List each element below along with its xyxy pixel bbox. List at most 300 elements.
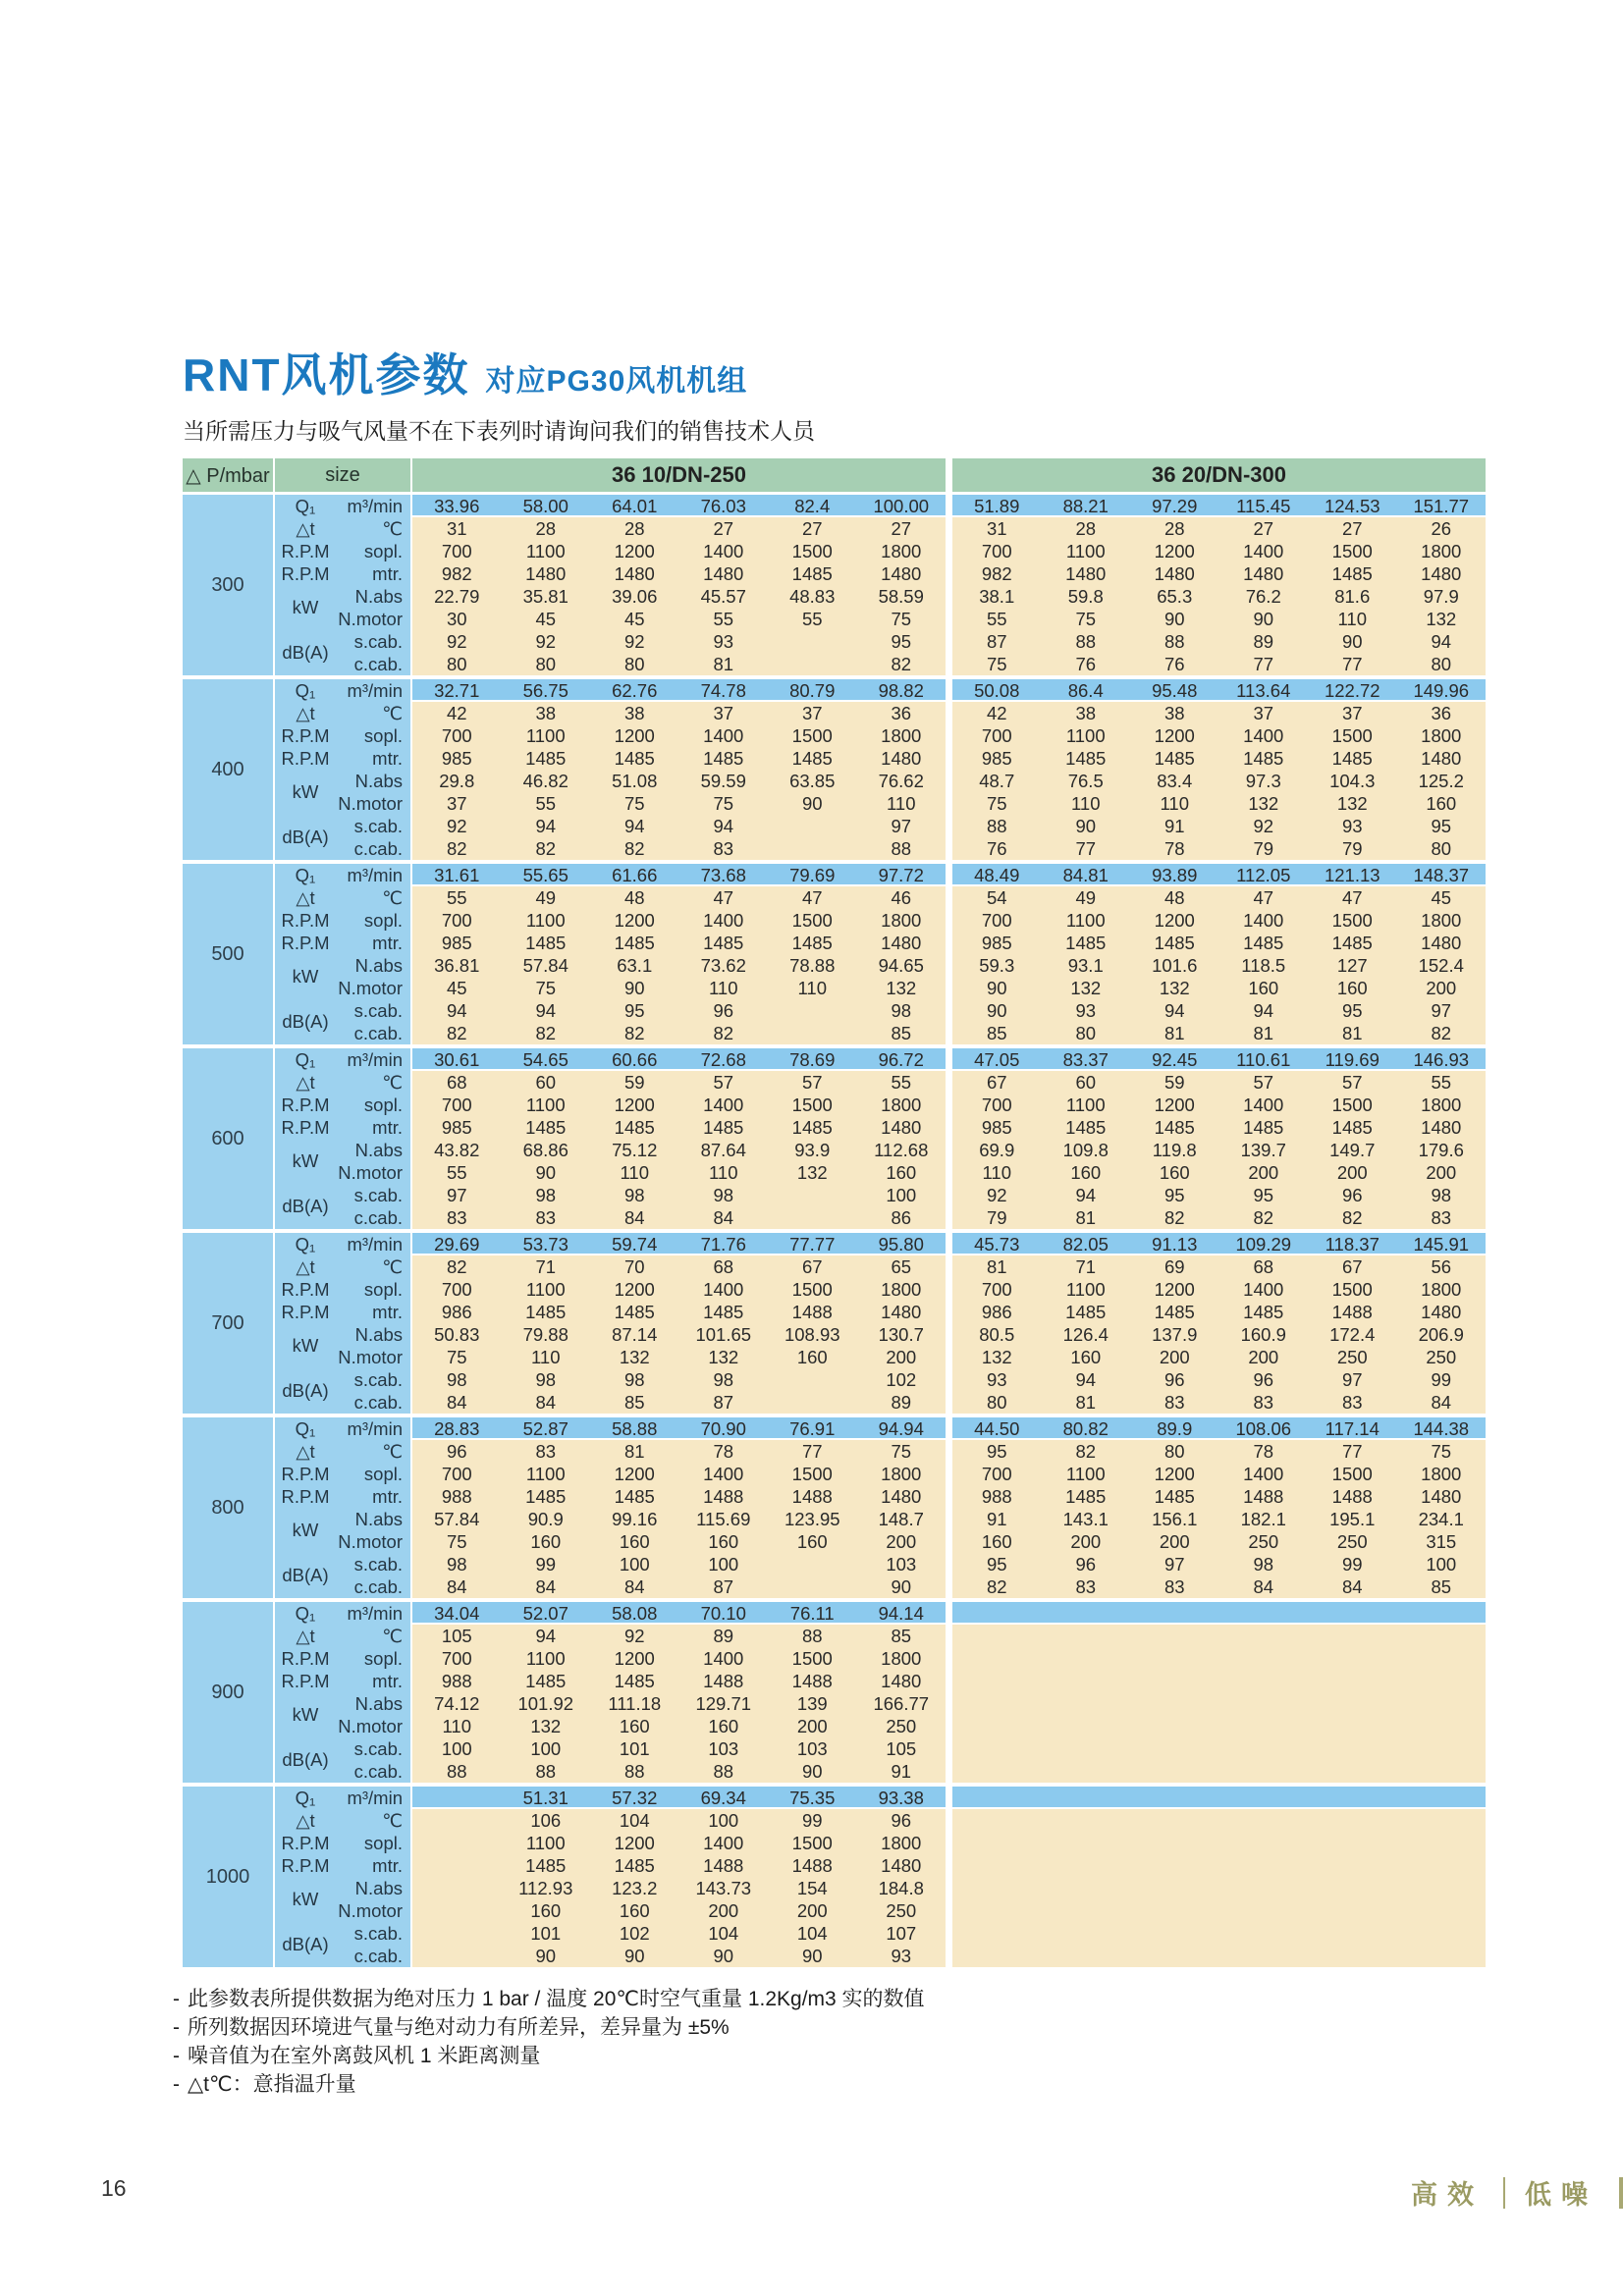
data-cell: 85 <box>857 1625 947 1647</box>
data-cell: 75 <box>1397 1440 1487 1463</box>
data-cell: 110.61 <box>1219 1048 1309 1071</box>
data-cell: 1480 <box>857 747 947 770</box>
data-cell: 115.69 <box>679 1508 769 1530</box>
data-cell: 94 <box>502 999 591 1022</box>
data-cell: 1500 <box>768 909 857 932</box>
data-cell: 166.77 <box>857 1692 947 1715</box>
data-cell: 1200 <box>590 1278 679 1301</box>
data-cell: 55 <box>768 608 857 630</box>
data-cell: 1100 <box>502 724 591 747</box>
data-cell: 156.1 <box>1130 1508 1219 1530</box>
data-cell: 250 <box>857 1715 947 1737</box>
data-cell <box>1219 1922 1309 1945</box>
data-cell: 90 <box>768 792 857 815</box>
data-cell: 118.37 <box>1308 1233 1397 1255</box>
data-cell: 83 <box>1308 1391 1397 1414</box>
data-cell <box>412 1787 502 1809</box>
data-cell: 1200 <box>590 540 679 562</box>
data-cell: 93 <box>679 630 769 653</box>
data-cell: 30.61 <box>412 1048 502 1071</box>
data-cell: 1485 <box>1219 1116 1309 1139</box>
data-cell: 1485 <box>1042 747 1131 770</box>
data-cell: 95 <box>1308 999 1397 1022</box>
data-cell: 1485 <box>502 932 591 954</box>
data-cell: 49 <box>502 886 591 909</box>
data-cell: 92.45 <box>1130 1048 1219 1071</box>
data-cell: 250 <box>1219 1530 1309 1553</box>
row-unit-label: sopl. <box>363 1094 403 1115</box>
data-cell: 82 <box>502 1022 591 1044</box>
row-category-label: △t <box>296 517 315 539</box>
data-cell: 64.01 <box>590 495 679 517</box>
data-cell: 108.93 <box>768 1323 857 1346</box>
data-cell: 62.76 <box>590 679 679 702</box>
data-cell: 1488 <box>1219 1485 1309 1508</box>
data-cell: 80.5 <box>952 1323 1042 1346</box>
data-cell: 1485 <box>679 932 769 954</box>
data-cell: 100.00 <box>857 495 947 517</box>
data-cell: 1488 <box>1308 1485 1397 1508</box>
data-cell: 104.3 <box>1308 770 1397 792</box>
data-cell: 79.69 <box>768 864 857 886</box>
data-cell: 985 <box>412 932 502 954</box>
footer-slogan <box>1411 2173 1623 2212</box>
data-cell: 51.08 <box>590 770 679 792</box>
data-cell: 48.49 <box>952 864 1042 886</box>
data-cell: 83.37 <box>1042 1048 1131 1071</box>
data-cell: 1800 <box>857 1463 947 1485</box>
data-cell: 1485 <box>1219 747 1309 770</box>
data-cell <box>1219 1945 1309 1967</box>
data-cell: 47.05 <box>952 1048 1042 1071</box>
data-cell: 90 <box>768 1760 857 1783</box>
data-cell <box>952 1945 1042 1967</box>
data-cell: 85 <box>952 1022 1042 1044</box>
data-cell: 988 <box>412 1485 502 1508</box>
data-cell <box>1397 1809 1487 1832</box>
data-cell: 1485 <box>1219 1301 1309 1323</box>
data-cell: 1400 <box>1219 1463 1309 1485</box>
data-cell <box>1219 1625 1309 1647</box>
data-cell: 132 <box>590 1346 679 1368</box>
data-cell: 148.7 <box>857 1508 947 1530</box>
data-cell: 81 <box>1219 1022 1309 1044</box>
data-cell: 1100 <box>502 1278 591 1301</box>
data-cell: 69.34 <box>679 1787 769 1809</box>
spec-table <box>183 458 1489 1971</box>
data-cell: 1800 <box>1397 1094 1487 1116</box>
data-cell: 82 <box>412 1022 502 1044</box>
data-cell: 76.03 <box>679 495 769 517</box>
data-cell: 88 <box>857 837 947 860</box>
data-cell: 1485 <box>590 1854 679 1877</box>
data-cell: 80 <box>1042 1022 1131 1044</box>
data-cell: 98 <box>590 1368 679 1391</box>
data-cell <box>1042 1647 1131 1670</box>
row-unit-label: m³/min <box>347 864 403 885</box>
data-cell: 1400 <box>679 1463 769 1485</box>
data-cell: 83 <box>1219 1391 1309 1414</box>
pressure-block <box>183 1602 1489 1783</box>
data-cell: 80 <box>952 1391 1042 1414</box>
data-cell: 84 <box>590 1575 679 1598</box>
data-cell: 160 <box>768 1346 857 1368</box>
data-cell: 101.92 <box>502 1692 591 1715</box>
data-cell: 95.80 <box>857 1233 947 1255</box>
data-cell: 1500 <box>1308 1094 1397 1116</box>
row-unit-label: s.cab. <box>353 999 403 1021</box>
footnote-line <box>173 2013 925 2042</box>
header-section-dn250: 36 10/DN-250 <box>412 458 946 492</box>
data-cell <box>1042 1692 1131 1715</box>
row-unit-label: c.cab. <box>353 1206 403 1228</box>
data-cell: 119.69 <box>1308 1048 1397 1071</box>
data-cell: 1480 <box>1397 1485 1487 1508</box>
data-cell: 76.2 <box>1219 585 1309 608</box>
data-cell: 148.37 <box>1397 864 1487 886</box>
data-cell: 182.1 <box>1219 1508 1309 1530</box>
data-cell: 37 <box>412 792 502 815</box>
row-category-label: △t <box>296 702 315 723</box>
data-cell: 172.4 <box>1308 1323 1397 1346</box>
data-cell: 151.77 <box>1397 495 1487 517</box>
row-category-label: Q₁ <box>295 1787 316 1808</box>
data-cell: 160 <box>679 1530 769 1553</box>
data-cell: 94 <box>1042 1184 1131 1206</box>
row-category-label: dB(A) <box>282 642 329 663</box>
data-cell: 97 <box>1397 999 1487 1022</box>
data-cell <box>952 1715 1042 1737</box>
data-cell: 109.29 <box>1219 1233 1309 1255</box>
row-unit-label: mtr. <box>372 1485 403 1507</box>
data-cell: 132 <box>952 1346 1042 1368</box>
data-cell <box>1042 1832 1131 1854</box>
data-cell: 97.9 <box>1397 585 1487 608</box>
data-cell <box>952 1737 1042 1760</box>
data-cell: 1400 <box>679 1094 769 1116</box>
data-cell: 79.88 <box>502 1323 591 1346</box>
row-unit-label: m³/min <box>347 1048 403 1070</box>
data-cell: 125.2 <box>1397 770 1487 792</box>
data-cell: 82.4 <box>768 495 857 517</box>
data-cell: 39.06 <box>590 585 679 608</box>
data-cell: 110 <box>1308 608 1397 630</box>
data-cell: 75 <box>502 977 591 999</box>
data-cell: 200 <box>1308 1161 1397 1184</box>
data-cell: 93.9 <box>768 1139 857 1161</box>
data-cell: 63.85 <box>768 770 857 792</box>
pressure-block <box>183 679 1489 860</box>
data-cell: 160 <box>502 1530 591 1553</box>
row-unit-label: N.abs <box>354 1323 403 1345</box>
data-cell: 79 <box>1219 837 1309 860</box>
pressure-block <box>183 1048 1489 1229</box>
row-unit-label: sopl. <box>363 1647 403 1669</box>
table-header <box>183 458 1489 492</box>
data-cell: 45.73 <box>952 1233 1042 1255</box>
data-cell: 75.12 <box>590 1139 679 1161</box>
row-unit-label: c.cab. <box>353 837 403 859</box>
data-cell: 1485 <box>502 1301 591 1323</box>
data-cell: 81 <box>1042 1206 1131 1229</box>
row-category-label: R.P.M <box>281 1854 330 1876</box>
data-cell: 1800 <box>857 1094 947 1116</box>
footer-divider-bar <box>1503 2177 1505 2209</box>
data-cell: 94 <box>1130 999 1219 1022</box>
row-unit-label: N.motor <box>338 1346 403 1367</box>
row-unit-label: m³/min <box>347 495 403 516</box>
data-cell <box>1397 1670 1487 1692</box>
data-cell: 98 <box>679 1184 769 1206</box>
data-cell: 132 <box>1042 977 1131 999</box>
data-cell: 93 <box>952 1368 1042 1391</box>
data-cell: 58.88 <box>590 1417 679 1440</box>
data-cell <box>1130 1787 1219 1809</box>
data-cell: 99.16 <box>590 1508 679 1530</box>
data-cell: 27 <box>857 517 947 540</box>
data-cell: 1488 <box>679 1854 769 1877</box>
data-cell: 96 <box>1130 1368 1219 1391</box>
footer-tag-low-noise: 低噪 <box>1525 2180 1597 2210</box>
data-cell: 80.79 <box>768 679 857 702</box>
data-cell: 96 <box>857 1809 947 1832</box>
data-cell: 110 <box>679 977 769 999</box>
data-cell: 104 <box>590 1809 679 1832</box>
data-cell <box>1042 1877 1131 1899</box>
data-cell: 110 <box>952 1161 1042 1184</box>
data-cell: 57.84 <box>502 954 591 977</box>
data-cell: 30 <box>412 608 502 630</box>
row-labels <box>275 1048 412 1229</box>
data-cell: 1485 <box>502 747 591 770</box>
data-cell: 1100 <box>502 540 591 562</box>
data-cell: 1485 <box>590 932 679 954</box>
data-cell: 50.83 <box>412 1323 502 1346</box>
data-cell: 97 <box>412 1184 502 1206</box>
data-cell <box>1219 1715 1309 1737</box>
data-cell: 1485 <box>1130 1301 1219 1323</box>
data-cell: 1100 <box>502 1832 591 1854</box>
data-cell: 93.38 <box>857 1787 947 1809</box>
header-pressure: △ P/mbar <box>183 458 275 492</box>
data-cell <box>1130 1922 1219 1945</box>
data-cell: 55.65 <box>502 864 591 886</box>
data-cell: 81 <box>590 1440 679 1463</box>
data-cell: 160 <box>502 1899 591 1922</box>
data-cell: 86 <box>857 1206 947 1229</box>
data-cell: 82 <box>952 1575 1042 1598</box>
data-cell <box>1219 1647 1309 1670</box>
data-cell: 1400 <box>1219 1278 1309 1301</box>
data-cell: 200 <box>1397 1161 1487 1184</box>
data-cell: 1400 <box>679 540 769 562</box>
pressure-value: 800 <box>183 1417 275 1598</box>
data-cell <box>412 1832 502 1854</box>
data-cell: 57 <box>679 1071 769 1094</box>
data-cell: 76.91 <box>768 1417 857 1440</box>
data-cell <box>768 1575 857 1598</box>
data-cell: 57 <box>1219 1071 1309 1094</box>
data-cell: 1400 <box>679 1832 769 1854</box>
data-cell: 47 <box>679 886 769 909</box>
data-cell: 54.65 <box>502 1048 591 1071</box>
data-cell: 74.12 <box>412 1692 502 1715</box>
data-cell: 1200 <box>1130 1278 1219 1301</box>
data-cell <box>1308 1737 1397 1760</box>
data-cell: 154 <box>768 1877 857 1899</box>
footnotes <box>173 1985 925 2099</box>
data-cell <box>1042 1737 1131 1760</box>
data-cell: 113.64 <box>1219 679 1309 702</box>
data-cell: 31.61 <box>412 864 502 886</box>
data-cell: 69 <box>1130 1255 1219 1278</box>
data-cell: 28 <box>502 517 591 540</box>
data-cell: 96 <box>1042 1553 1131 1575</box>
data-cell: 95 <box>952 1440 1042 1463</box>
data-cell: 75 <box>952 792 1042 815</box>
data-cell: 95 <box>952 1553 1042 1575</box>
data-cell <box>1397 1625 1487 1647</box>
data-cell: 1500 <box>768 540 857 562</box>
data-cell: 700 <box>412 1647 502 1670</box>
data-cell: 1800 <box>1397 1278 1487 1301</box>
data-cell: 129.71 <box>679 1692 769 1715</box>
data-cell: 160.9 <box>1219 1323 1309 1346</box>
pressure-value: 400 <box>183 679 275 860</box>
data-cell: 98 <box>857 999 947 1022</box>
data-cell: 118.5 <box>1219 954 1309 977</box>
row-category-label: Q₁ <box>295 1417 316 1439</box>
data-cell: 1200 <box>1130 1094 1219 1116</box>
data-cell: 74.78 <box>679 679 769 702</box>
row-category-label: dB(A) <box>282 1749 329 1770</box>
data-cell: 1480 <box>1397 1116 1487 1139</box>
data-cell: 92 <box>952 1184 1042 1206</box>
data-cell: 110 <box>412 1715 502 1737</box>
footnote-text: 此参数表所提供数据为绝对压力 1 bar / 温度 20℃时空气重量 1.2Kg/m3 实的数值 <box>188 1988 925 2010</box>
data-cell: 700 <box>952 1278 1042 1301</box>
data-cell <box>1308 1625 1397 1647</box>
data-cell: 34.04 <box>412 1602 502 1625</box>
data-cell: 82 <box>412 1255 502 1278</box>
data-cell: 83.4 <box>1130 770 1219 792</box>
row-unit-label: mtr. <box>372 1116 403 1138</box>
data-cell: 143.73 <box>679 1877 769 1899</box>
data-cell: 111.18 <box>590 1692 679 1715</box>
row-unit-label: N.motor <box>338 1161 403 1183</box>
data-cell: 90 <box>679 1945 769 1967</box>
row-unit-label: N.motor <box>338 1899 403 1921</box>
data-cell: 90 <box>952 999 1042 1022</box>
data-cell: 1400 <box>1219 1094 1309 1116</box>
data-cell: 1485 <box>1130 1116 1219 1139</box>
pressure-value: 600 <box>183 1048 275 1229</box>
data-cell: 1488 <box>679 1670 769 1692</box>
pressure-value: 300 <box>183 495 275 675</box>
data-cell: 37 <box>679 702 769 724</box>
data-cell: 1480 <box>679 562 769 585</box>
data-cell: 1485 <box>1308 562 1397 585</box>
data-cell: 1800 <box>1397 724 1487 747</box>
data-cell: 38 <box>590 702 679 724</box>
data-cell: 58.00 <box>502 495 591 517</box>
data-cell <box>1397 1854 1487 1877</box>
data-cell: 94 <box>590 815 679 837</box>
data-cell: 105 <box>412 1625 502 1647</box>
data-cell: 1485 <box>768 747 857 770</box>
data-cell <box>952 1602 1042 1625</box>
data-cell: 83 <box>1042 1575 1131 1598</box>
data-cell: 37 <box>1219 702 1309 724</box>
row-unit-label: N.motor <box>338 608 403 629</box>
data-cell: 80.82 <box>1042 1417 1131 1440</box>
data-cell: 56.75 <box>502 679 591 702</box>
data-cell: 71.76 <box>679 1233 769 1255</box>
data-cell: 315 <box>1397 1530 1487 1553</box>
data-cell: 97 <box>1308 1368 1397 1391</box>
data-cell: 100 <box>590 1553 679 1575</box>
data-cell: 700 <box>412 1278 502 1301</box>
data-cell: 77 <box>1219 653 1309 675</box>
data-cell: 1485 <box>1308 932 1397 954</box>
data-cell: 67 <box>1308 1255 1397 1278</box>
data-cell: 82 <box>857 653 947 675</box>
data-cell <box>768 1368 857 1391</box>
data-cell: 1800 <box>1397 1463 1487 1485</box>
row-unit-label: m³/min <box>347 1233 403 1255</box>
data-cell: 700 <box>952 540 1042 562</box>
data-cell: 47 <box>1308 886 1397 909</box>
data-cell: 29.69 <box>412 1233 502 1255</box>
data-cell <box>1397 1832 1487 1854</box>
data-cell: 82.05 <box>1042 1233 1131 1255</box>
data-cell: 1485 <box>1042 1485 1131 1508</box>
row-unit-label: sopl. <box>363 724 403 746</box>
data-cell: 88 <box>1130 630 1219 653</box>
data-cell: 48 <box>590 886 679 909</box>
data-cell <box>1130 1809 1219 1832</box>
data-cell <box>1397 1922 1487 1945</box>
data-cell <box>1219 1760 1309 1783</box>
data-cell: 144.38 <box>1397 1417 1487 1440</box>
data-cell: 160 <box>857 1161 947 1184</box>
data-cell: 1485 <box>1308 1116 1397 1139</box>
row-category-label: Q₁ <box>295 679 316 701</box>
row-category-label: dB(A) <box>282 1380 329 1401</box>
data-cell: 1485 <box>590 1670 679 1692</box>
data-cell: 112.68 <box>857 1139 947 1161</box>
row-category-label: R.P.M <box>281 1463 330 1484</box>
data-cell: 145.91 <box>1397 1233 1487 1255</box>
row-category-label: kW <box>292 597 319 617</box>
data-cell: 115.45 <box>1219 495 1309 517</box>
data-cell: 29.8 <box>412 770 502 792</box>
data-cell: 100 <box>679 1553 769 1575</box>
data-cell: 143.1 <box>1042 1508 1131 1530</box>
data-cell: 1500 <box>1308 724 1397 747</box>
data-cell: 127 <box>1308 954 1397 977</box>
row-category-label: Q₁ <box>295 864 316 885</box>
data-cell <box>1130 1832 1219 1854</box>
data-cell <box>1130 1899 1219 1922</box>
row-unit-label: mtr. <box>372 1301 403 1322</box>
row-unit-label: c.cab. <box>353 1022 403 1043</box>
data-cell: 77 <box>1308 1440 1397 1463</box>
row-unit-label: c.cab. <box>353 653 403 674</box>
row-category-label: R.P.M <box>281 724 330 746</box>
row-category-label: R.P.M <box>281 1301 330 1322</box>
data-cell: 700 <box>412 909 502 932</box>
